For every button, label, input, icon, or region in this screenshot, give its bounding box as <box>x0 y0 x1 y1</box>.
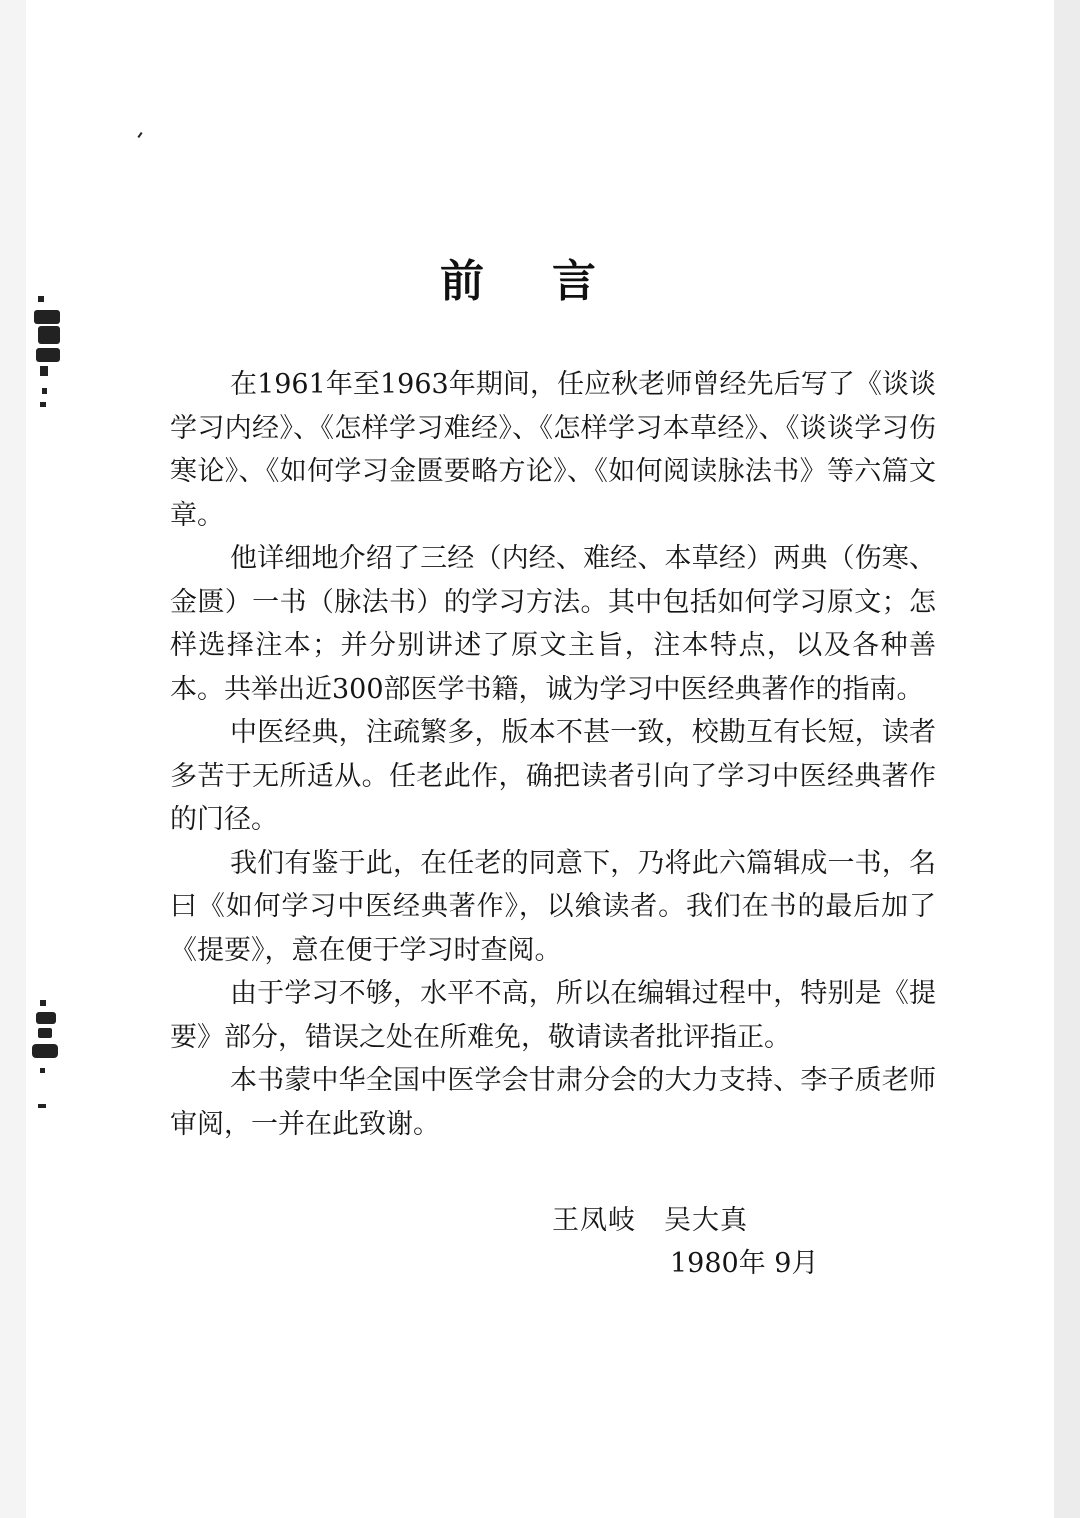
scan-mark <box>40 402 46 407</box>
authors-signature: 王凤岐 吴大真 <box>552 1205 748 1236</box>
scan-mark <box>40 1068 45 1073</box>
paragraph: 在1961年至1963年期间，任应秋老师曾经先后写了《谈谈学习内经》、《怎样学习难经》、《怎样学习本草经》、《谈谈学习伤寒论》、《如何学习金匮要略方论》、《如何阅读脉法书》等六篇文章。 <box>170 369 936 531</box>
date-line: 1980年 9月 <box>670 1248 819 1279</box>
scan-mark <box>42 388 47 394</box>
preface-body <box>170 363 936 1146</box>
scan-mark <box>36 348 60 362</box>
scan-edge <box>1054 0 1080 1518</box>
scan-mark <box>36 1012 56 1024</box>
paragraph: 由于学习不够，水平不高，所以在编辑过程中，特别是《提要》部分，错误之处在所难免，敬请读者批评指正。 <box>170 978 936 1053</box>
paragraph: 本书蒙中华全国中医学会甘肃分会的大力支持、李子质老师审阅，一并在此致谢。 <box>170 1065 936 1140</box>
paragraph: 他详细地介绍了三经（内经、难经、本草经）两典（伤寒、金匮）一书（脉法书）的学习方法。其中包括如何学习原文；怎样选择注本；并分别讲述了原文主旨，注本特点，以及各种善本。共举出近300部医学书籍，诚为学习中医经典著作的指南。 <box>170 543 936 705</box>
scan-mark <box>40 366 48 376</box>
paragraph: 中医经典，注疏繁多，版本不甚一致，校勘互有长短，读者多苦于无所适从。任老此作，确把读者引向了学习中医经典著作的门径。 <box>170 717 936 835</box>
scan-mark <box>40 1000 46 1006</box>
scan-mark <box>38 296 44 302</box>
scan-mark <box>34 310 60 324</box>
scan-mark <box>38 1028 52 1038</box>
scan-mark <box>38 1104 46 1108</box>
scan-mark <box>38 326 60 344</box>
paragraph: 我们有鉴于此，在任老的同意下，乃将此六篇辑成一书，名曰《如何学习中医经典著作》，以飨读者。我们在书的最后加了《提要》，意在便于学习时查阅。 <box>170 847 936 966</box>
page-title: 前言 <box>440 256 664 307</box>
scan-mark <box>32 1044 58 1058</box>
